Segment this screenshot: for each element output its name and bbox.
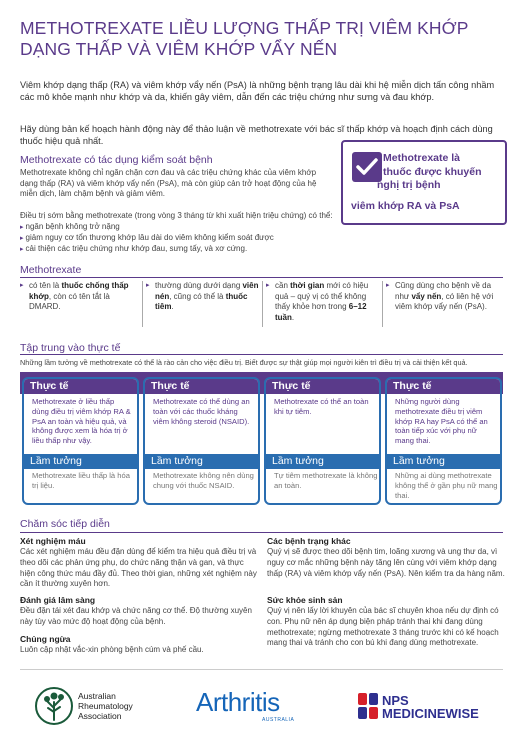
- section-methotrexate-heading: Methotrexate: [20, 264, 82, 276]
- clinical-review-heading: Đánh giá lâm sàng: [20, 595, 96, 605]
- methotrexate-fact-3: ▸ cần thời gian mới có hiệu quả – quý vị có thể không thấy khỏe hơn trong 6–12 tuần.: [266, 281, 369, 322]
- fact-myth-card-4: [385, 377, 502, 505]
- fact-label: Thực tế: [387, 379, 500, 394]
- page-title: [20, 18, 510, 60]
- reproductive-health-text: Quý vị nên lấy lời khuyên của bác sĩ chuyên khoa nếu dự định có con. Phụ nữ nên áp dụng biện pháp tránh thai khi đang dùng methotrexate; ngừng methotrexate 3 tháng trước khi có kế hoạch mang thai và tránh cho con bú khi đang dùng methotrexate.: [267, 606, 499, 648]
- arrow-icon: ▸: [386, 282, 390, 289]
- other-conditions-heading: Các bệnh trạng khác: [267, 536, 351, 546]
- callout-line-2: thuốc được khuyến: [383, 165, 482, 178]
- ara-name: Australian Rheumatology Association: [78, 691, 133, 722]
- fact-myth-card-3: [264, 377, 381, 505]
- myth-label: Lầm tưởng: [24, 454, 137, 469]
- intro-paragraph: Viêm khớp dạng thấp (RA) và viêm khớp vẩy nến (PsA) là những bệnh trạng lâu dài khi hệ miễn dịch tấn công nhầm các mô khỏe mạnh như khớp và da, khiến gây viêm, dẫn đến các triệu chứng như sưng và đau khớp.: [20, 80, 495, 102]
- fact-text: Methotrexate có thể an toàn khi tự tiêm.: [274, 397, 369, 416]
- section-divider: [20, 532, 503, 533]
- arthritis-wordmark: Arthritis: [196, 687, 280, 717]
- arrow-icon: ▸: [266, 282, 270, 289]
- myth-text: Những ai dùng methotrexate không thể ở gần phụ nữ mang thai.: [395, 471, 498, 500]
- arthritis-australia-logo: [196, 687, 326, 731]
- ongoing-care-heading: Chăm sóc tiếp diễn: [20, 518, 110, 530]
- fact-label: Thực tế: [24, 379, 137, 394]
- column-divider: [142, 281, 143, 327]
- callout-line-4: viêm khớp RA và PsA: [351, 200, 460, 212]
- myth-label: Lầm tưởng: [387, 454, 500, 469]
- callout-line-3: nghị trị bệnh: [377, 179, 441, 191]
- page-title-line-1: METHOTREXATE LIỀU LƯỢNG THẤP TRỊ VIÊM KHỚP: [20, 18, 469, 38]
- tree-icon: [34, 686, 74, 726]
- fact-text: Những người dùng methotrexate điều trị viêm khớp RA hay PsA có thể an toàn tiếp xúc với phụ nữ mang thai.: [395, 397, 488, 446]
- myth-text: Tự tiêm methotrexate là không an toàn.: [274, 471, 378, 490]
- methotrexate-fact-4: ▸ Cũng dùng cho bệnh về da như vẩy nến, có liên hệ với viêm khớp vẩy nến (PsA).: [386, 281, 494, 311]
- early-treatment-paragraph: Điều trị sớm bằng methotrexate (trong vòng 3 tháng từ khi xuất hiện triệu chứng) có thể:: [20, 211, 333, 220]
- vaccination-text: Luôn cập nhật vắc-xin phòng bệnh cúm và phế cầu.: [20, 645, 204, 654]
- methotrexate-fact-2: ▸ thường dùng dưới dạng viên nén, cũng có thể là thuốc tiêm.: [146, 281, 259, 311]
- fact-myth-card-2: [143, 377, 260, 505]
- arrow-icon: ▸: [146, 282, 150, 289]
- fact-label: Thực tế: [145, 379, 258, 394]
- arthritis-subtitle: AUSTRALIA: [262, 717, 295, 723]
- arrow-icon: ▸: [20, 282, 24, 289]
- column-divider: [262, 281, 263, 327]
- recommendation-callout: [341, 140, 507, 225]
- section-divider: [20, 277, 503, 278]
- fact-myth-card-1: [22, 377, 139, 505]
- blood-tests-heading: Xét nghiệm máu: [20, 536, 86, 546]
- callout-line-1: Methotrexate là: [383, 152, 461, 164]
- vaccination-heading: Chủng ngừa: [20, 634, 71, 644]
- checkmark-icon: [352, 152, 382, 182]
- myth-text: Methotrexate không nên dùng chung với thuốc NSAID.: [153, 471, 254, 490]
- section-divider: [20, 354, 503, 355]
- callout-text: [377, 152, 505, 193]
- blood-tests-text: Các xét nghiệm máu đều đặn dùng để kiểm tra hiệu quả điều trị và theo dõi các phản ứng phụ, do chức năng thận và gan, và thực hiện công thức máu đầy đủ. Theo thời gian, những xét nghiệm này cần ít thường xuyên hơn.: [20, 547, 257, 589]
- reproductive-health-heading: Sức khỏe sinh sản: [267, 595, 343, 605]
- nps-text: NPS: [382, 693, 409, 708]
- fact-label: Thực tế: [266, 379, 379, 394]
- footer-divider: [20, 669, 503, 670]
- section-disease-control-paragraph: Methotrexate không chỉ ngăn chặn cơn đau và các triệu chứng khác của viêm khớp dạng thấp (RA) và viêm khớp vẩy nến (PsA), mà còn giúp cản trở hoạt động của hệ miễn dịch, làm chậm bệnh và giảm viêm.: [20, 168, 317, 198]
- column-divider: [382, 281, 383, 327]
- myth-label: Lầm tưởng: [266, 454, 379, 469]
- list-item: ▸ giảm nguy cơ tổn thương khớp lâu dài do viêm không kiểm soát được: [20, 233, 340, 245]
- fact-text: Methotrexate ở liều thấp dùng điều trị viêm khớp RA & PsA an toàn và hiệu quả, và không được xem là hóa trị ở liều thấp như vậy.: [32, 397, 131, 446]
- facts-heading: Tập trung vào thực tế: [20, 342, 121, 354]
- section-disease-control-heading: Methotrexate có tác dụng kiểm soát bệnh: [20, 154, 213, 166]
- methotrexate-fact-1: ▸ có tên là thuốc chống thấp khớp, còn có tên tắt là DMARD.: [20, 281, 129, 311]
- facts-subtitle: Những lầm tưởng về methotrexate có thể là rào cản cho việc điều trị. Biết được sự thật giúp mọi người kiên trì điều trị và cải thiện kết quả.: [20, 358, 468, 367]
- page-title-line-2: DẠNG THẤP VÀ VIÊM KHỚP VẨY NẾN: [20, 39, 338, 59]
- list-item: ▸ ngăn bệnh không trở nặng: [20, 222, 340, 234]
- myth-text: Methotrexate liều thấp là hóa trị liệu.: [32, 471, 130, 490]
- medicinewise-text: MEDICINEWISE: [382, 706, 479, 721]
- intro-paragraph-2: Hãy dùng bản kế hoạch hành động này để thảo luận về methotrexate với bác sĩ thấp khớp và hoạch định cách dùng thuốc hiệu quả nhất.: [20, 124, 493, 146]
- list-item: ▸ cải thiện các triệu chứng như khớp đau, sưng tấy, và xơ cứng.: [20, 244, 340, 256]
- ara-logo: [34, 686, 184, 730]
- fact-text: Methotrexate có thể dùng an toàn với các thuốc kháng viêm không steroid (NSAID).: [153, 397, 250, 426]
- nps-icon: [358, 693, 378, 719]
- clinical-review-text: Đều đặn tái xét đau khớp và chức năng cơ thể. Độ thường xuyên này tùy vào mức độ hoạt động của bệnh.: [20, 606, 252, 626]
- other-conditions-text: Quý vị sẽ được theo dõi bệnh tim, loãng xương và ung thư da, vì nguy cơ mắc những bệnh này tăng lên cùng với viêm khớp dạng thấp (RA) và viêm khớp vẩy nến (PsA). Nên kiểm tra da hàng năm.: [267, 547, 505, 578]
- myth-label: Lầm tưởng: [145, 454, 258, 469]
- nps-medicinewise-logo: [358, 693, 508, 733]
